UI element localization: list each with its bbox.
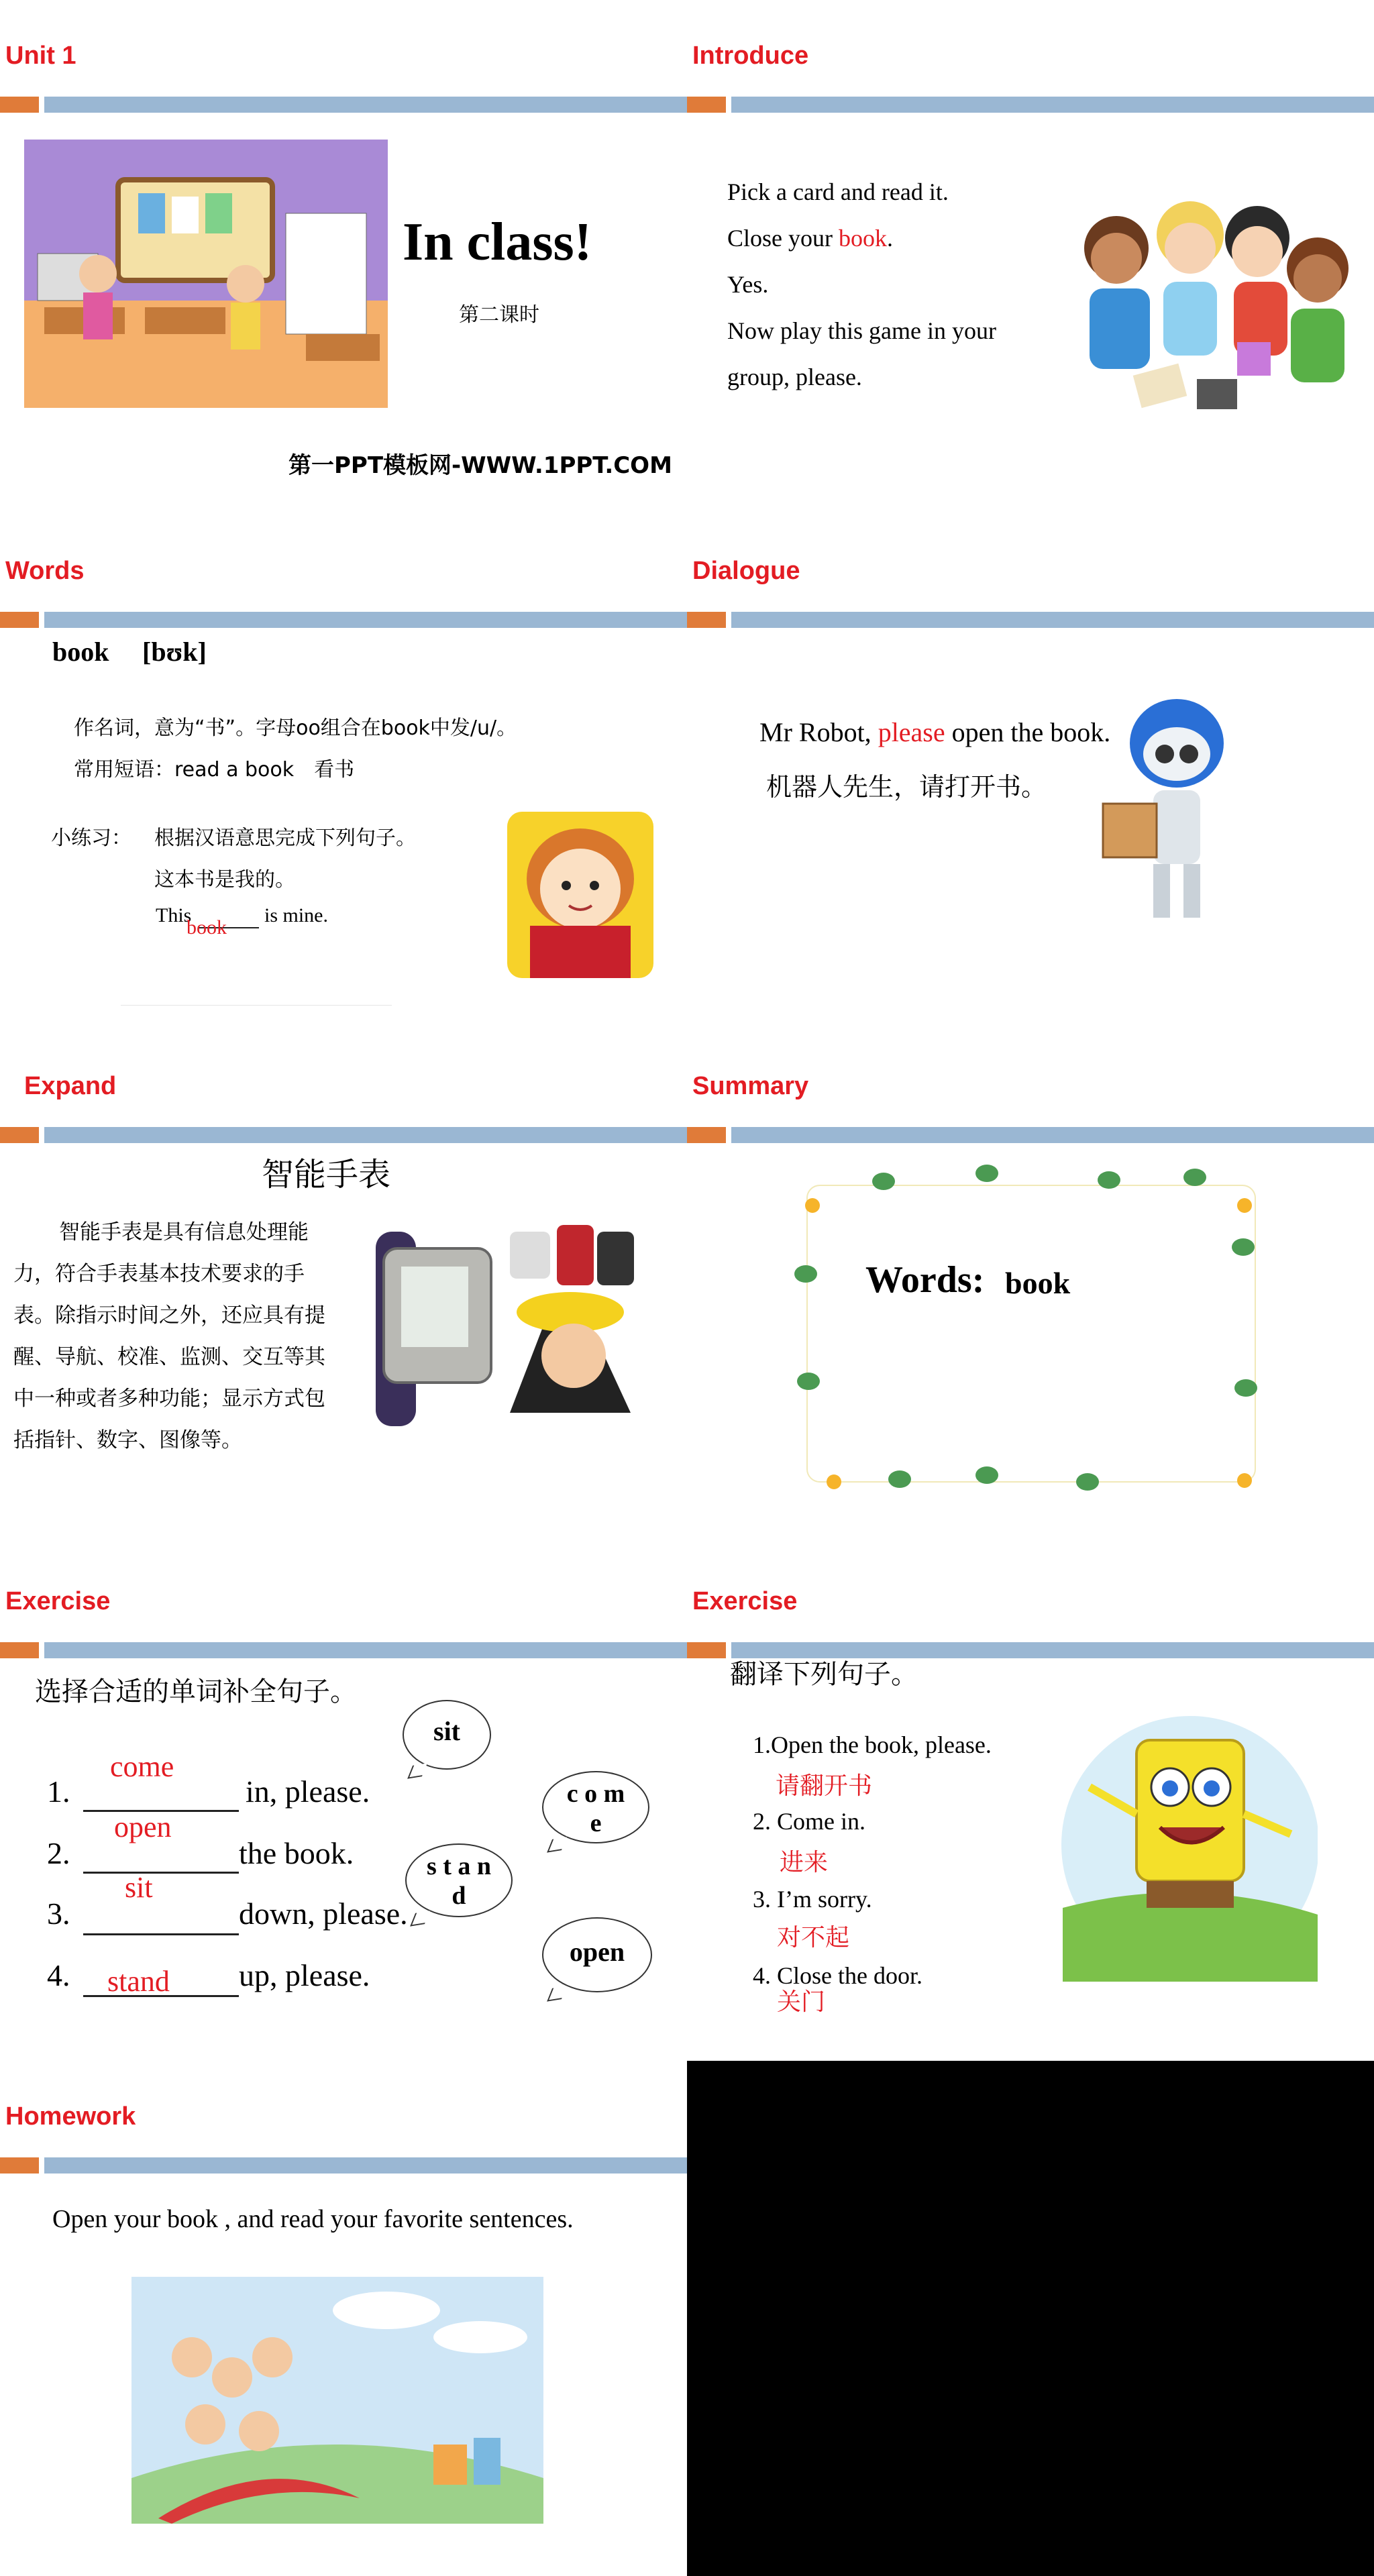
homework-text: Open your book , and read your favorite sentences. [52,2205,574,2233]
word-bubble: open [542,1917,652,1992]
expand-body: 智能手表是具有信息处理能力，符合手表基本技术要求的手表。除指示时间之外，还应具有提醒、导航、校准、监测、交互等其中一种或者多种功能；显示方式包括指针、数字、图像等。 [13,1220,325,1452]
title-bar [44,97,687,113]
title-bar [731,97,1374,113]
practice-en-mine: is mine. [264,904,328,926]
translate-english: 3. I’m sorry. [753,1886,872,1913]
slide-summary [687,1030,1374,1546]
slide-homework [0,2061,687,2576]
word-bubble: sit [403,1700,491,1770]
translate-chinese: 对不起 [777,1924,850,1951]
girl-reading-illustration [507,812,653,978]
translate-chinese: 请翻开书 [776,1772,873,1800]
intro-line: Pick a card and read it. [727,178,949,205]
slide-title: Introduce [692,42,809,70]
flower-decoration [1237,1473,1252,1488]
divider [121,1005,392,1006]
slide-introduce [687,0,1374,515]
title-bar [731,1127,1374,1143]
lesson-subtitle: 第二课时 [459,303,539,327]
slide-unit1 [0,0,687,515]
lesson-heading: In class! [403,213,592,272]
translate-chinese: 进来 [780,1849,829,1876]
exercise-item-rest: up, please. [239,1958,370,1992]
answer-blank [83,1872,239,1874]
exercise-item-rest: the book. [239,1836,354,1870]
translate-chinese: 关门 [777,1988,826,2016]
slide-words [0,515,687,1030]
summary-frame [806,1185,1256,1483]
vocab-description: 作名词，意为“书”。字母oo组合在book中发/u/。 [74,716,517,740]
translate-english: 2. Come in. [753,1808,865,1835]
practice-en-this: This [156,904,192,926]
vocab-word: book [52,637,109,667]
title-bar [44,612,687,628]
word-bubble: c o m e [542,1771,649,1843]
dialogue-english: Mr Robot, please open the book. [759,717,1111,747]
translate-english: 1.Open the book, please. [753,1731,992,1758]
title-bar-accent [687,1127,726,1143]
flower-decoration [805,1198,820,1213]
expand-heading: 智能手表 [262,1156,391,1193]
summary-word: book [1005,1266,1071,1300]
clover-decoration [797,1373,820,1390]
summary-label: Words: [865,1259,985,1301]
exercise-item-rest: in, please. [246,1774,370,1809]
slide-title: Dialogue [692,557,800,585]
intro-line: Now play this game in your [727,317,996,344]
practice-label: 小练习： [51,826,131,850]
translate-english: 4. Close the door. [753,1962,922,1989]
clover-decoration [1232,1238,1255,1256]
slide-expand [0,1030,687,1546]
clover-decoration [888,1470,911,1488]
highlight-word: please [878,717,945,747]
kids-playing-illustration [1036,195,1358,429]
title-bar-accent [0,97,39,113]
title-bar-accent [0,2157,39,2174]
title-bar [731,612,1374,628]
spongebob-illustration [1036,1713,1318,1982]
robot-illustration [1090,696,1244,945]
practice-cn-sentence: 这本书是我的。 [154,868,295,892]
title-bar-accent [687,1642,726,1658]
title-bar-accent [687,97,726,113]
exercise-answer: open [114,1811,172,1843]
clover-decoration [1234,1379,1257,1397]
practice-instruction: 根据汉语意思完成下列句子。 [154,826,416,850]
exercise-instruction: 选择合适的单词补全句子。 [35,1676,357,1707]
slide-title: Unit 1 [5,42,76,70]
slide-title: Exercise [5,1587,111,1615]
slide-exercise-1 [0,1546,687,2061]
slide-title: Expand [24,1072,117,1100]
exercise-item-number: 1. [47,1774,70,1809]
slide-exercise-2 [687,1546,1374,2061]
clover-decoration [975,1466,998,1484]
intro-line: Yes. [727,271,769,298]
classroom-illustration [24,140,388,408]
slide-title: Words [5,557,85,585]
empty-area [687,2061,1374,2576]
answer-blank [83,1933,239,1935]
exercise-answer: come [110,1750,174,1783]
title-bar [44,2157,687,2174]
exercise-item-number: 4. [47,1958,70,1992]
slide-title: Summary [692,1072,809,1100]
intro-text [727,169,996,400]
exercise-item-number: 2. [47,1836,70,1870]
dialogue-chinese: 机器人先生，请打开书。 [766,772,1047,802]
vocab-phonetic: [bʊk] [142,637,207,667]
title-bar-accent [0,612,39,628]
site-footer: 第一PPT模板网-WWW.1PPT.COM [288,452,672,479]
vocab-phrase: 常用短语：read a book 看书 [74,758,355,782]
slide-title: Exercise [692,1587,798,1615]
slide-dialogue [687,515,1374,1030]
title-bar-accent [0,1642,39,1658]
word-bubble: s t a n d [405,1843,513,1917]
flower-decoration [827,1474,841,1489]
intro-line: group, please. [727,364,862,390]
clover-decoration [1183,1169,1206,1186]
title-bar-accent [687,612,726,628]
practice-answer: book [187,916,227,938]
clover-decoration [975,1165,998,1182]
clover-decoration [1076,1473,1099,1491]
title-bar-accent [0,1127,39,1143]
title-bar [44,1642,687,1658]
smartwatch-illustration [369,1212,664,1446]
exercise-answer: stand [107,1965,170,1998]
kids-reading-illustration [131,2277,543,2524]
highlight-word: book [839,225,887,252]
clover-decoration [1098,1171,1120,1189]
exercise-item-rest: down, please. [239,1896,408,1931]
intro-line: Close your book. [727,225,893,252]
exercise-answer: sit [125,1871,153,1904]
exercise-instruction: 翻译下列句子。 [730,1659,918,1690]
slide-title: Homework [5,2102,136,2131]
clover-decoration [794,1265,817,1283]
flower-decoration [1237,1198,1252,1213]
clover-decoration [872,1173,895,1190]
exercise-item-number: 3. [47,1896,70,1931]
title-bar [44,1127,687,1143]
